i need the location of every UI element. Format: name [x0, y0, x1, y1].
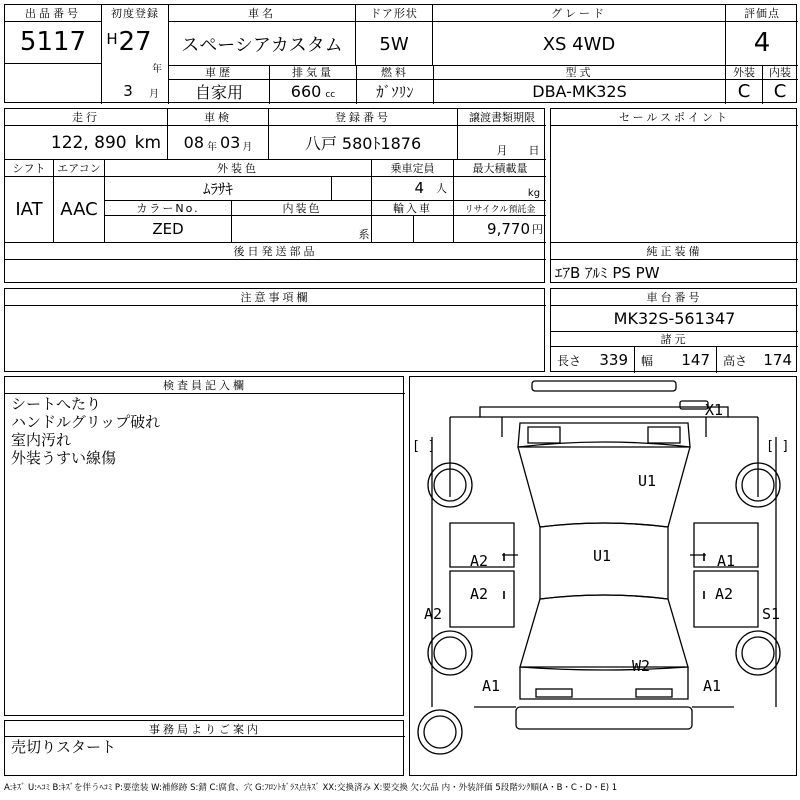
recycle-unit: 円: [532, 223, 543, 236]
car-outline: [410, 377, 798, 777]
damage-mark-a2-left-rear-door: A2: [470, 585, 489, 603]
displacement-header: 排気量: [292, 66, 334, 79]
damage-mark-a1-bottom-left: A1: [482, 677, 501, 695]
later-parts-header: 後日発送部品: [233, 245, 318, 258]
inspection-month: 03: [220, 133, 241, 152]
history-header: 車歴: [205, 66, 233, 79]
color-number-header: カラーNo.: [136, 202, 200, 215]
damage-diagram: [409, 376, 797, 776]
recycle-value: 9,770: [487, 220, 530, 238]
grade: XS 4WD: [542, 33, 616, 55]
height-label: 高さ: [723, 353, 748, 368]
registration-number-header: 登録番号: [335, 111, 391, 124]
color-number: ZED: [152, 220, 184, 238]
score-header: 評価点: [744, 7, 780, 20]
dimensions-header: 諸元: [660, 333, 689, 346]
length-value: 339: [599, 351, 628, 369]
inspection-header: 車検: [204, 111, 232, 124]
fuel-header: 燃料: [381, 66, 409, 79]
damage-mark-a2-left-side: A2: [424, 605, 443, 623]
capacity-header: 乗車定員: [390, 162, 435, 175]
length-label: 長さ: [557, 353, 582, 368]
bracket-left: [ ]: [412, 439, 436, 454]
damage-mark-a1-bottom-right: A1: [703, 677, 722, 695]
office-note: 売切りスタート: [11, 738, 117, 756]
ext-color-header: 外装色: [217, 162, 259, 175]
mileage: [5, 126, 167, 159]
shift-header: シフト: [12, 162, 46, 175]
equipment: ｴｱB ｱﾙﾐ PS PW: [555, 263, 660, 282]
length: [551, 347, 634, 373]
era: H: [106, 30, 118, 48]
model-code: DBA-MK32S: [532, 82, 627, 101]
inspector-note: 外装うすい線傷: [11, 449, 117, 467]
inspector-notes: [11, 395, 160, 467]
equipment-header: 純正装備: [646, 245, 703, 258]
interior-grade: C: [773, 81, 787, 102]
sales-point-block: [550, 108, 797, 283]
damage-mark-s1-right-side: S1: [762, 605, 781, 623]
int-color-header: 内装色: [282, 202, 322, 215]
recycle-deposit: [454, 216, 546, 242]
caution-block: [4, 288, 545, 372]
air-conditioner: AAC: [60, 198, 98, 220]
ac-header: エアコン: [57, 162, 101, 175]
ext-color: ﾑﾗｻｷ: [202, 179, 233, 198]
inspection-year: 08: [183, 133, 204, 152]
displacement-value: 660: [290, 82, 322, 101]
height: [717, 347, 798, 373]
damage-mark-a2-right-rear-door: A2: [715, 585, 734, 603]
car-name: スペーシアカスタム: [181, 35, 343, 56]
damage-mark-x1: X1: [705, 401, 724, 419]
inspector-note: シートへたり: [11, 395, 102, 413]
registration-number: 八戸 580ﾄ1876: [304, 134, 422, 153]
width: [635, 347, 716, 373]
capacity-unit: 人: [436, 182, 447, 195]
exterior-grade: C: [737, 81, 751, 102]
import-header: 輸入車: [393, 202, 432, 215]
lot-number-header: 出品番号: [25, 7, 81, 20]
fuel: ｶﾞｿﾘﾝ: [376, 83, 414, 101]
transfer-month-unit: 月: [496, 144, 508, 157]
month-unit: 月: [149, 88, 159, 100]
max-load-header: 最大積載量: [472, 162, 528, 175]
reg-month: 3: [123, 82, 133, 100]
mileage-value: 122, 890: [50, 132, 127, 153]
door-header: ドア形状: [370, 7, 418, 20]
door-type: 5W: [379, 33, 409, 55]
history: 自家用: [194, 83, 243, 102]
transfer-deadline-header: 譲渡書類期限: [469, 111, 535, 124]
reg-year: 27: [118, 27, 152, 57]
inspector-note: 室内汚れ: [11, 431, 72, 449]
year-unit: 年: [152, 63, 162, 75]
inspector-note: ハンドルグリップ破れ: [11, 413, 161, 431]
inspection-date: [168, 126, 268, 159]
bracket-right: [ ]: [766, 439, 790, 454]
damage-mark-u1-center: U1: [593, 547, 612, 565]
capacity: [372, 176, 453, 200]
first-registration-header: 初度登録: [111, 7, 159, 20]
width-value: 147: [681, 351, 710, 369]
mileage-header: 走行: [72, 111, 100, 124]
inspection-month-unit: 月: [242, 142, 253, 153]
height-value: 174: [763, 351, 792, 369]
damage-mark-u1-roof: U1: [638, 472, 657, 490]
inspection-year-unit: 年: [207, 142, 217, 153]
transfer-day-unit: 日: [528, 144, 540, 157]
inspector-header: 検査員記入欄: [163, 379, 247, 392]
top-info-block: [4, 4, 797, 103]
chassis-block: [550, 288, 797, 372]
sales-point-header: セールスポイント: [618, 111, 730, 124]
chassis-header: 車台番号: [646, 291, 703, 304]
int-color-unit: 系: [358, 228, 370, 241]
damage-mark-a2-left-front-door: A2: [470, 552, 489, 570]
displacement: [270, 79, 356, 104]
capacity-value: 4: [414, 179, 424, 197]
grade-header: グレード: [551, 7, 607, 20]
max-load-unit: kg: [527, 187, 541, 199]
width-label: 幅: [641, 353, 654, 368]
chassis-number: MK32S-561347: [613, 308, 736, 328]
damage-mark-w2: W2: [632, 657, 651, 675]
legend: A:ｷｽﾞ U:ﾍｺﾐ B:ｷｽﾞを伴うﾍｺﾐ P:要塗装 W:補修跡 S:錆 C:腐食、穴 G:ﾌﾛﾝﾄｶﾞﾗｽ点ｷｽﾞ XX:交換済み X:要交換 欠:欠品 内・外装評価 5段階ﾗﾝｸ順(A・B・C・D・E) 1: [4, 783, 618, 793]
score: 4: [753, 28, 771, 58]
damage-mark-a1-right-front-door: A1: [717, 552, 736, 570]
inspector-block: [4, 376, 404, 716]
office-header: 事務局よりご案内: [149, 722, 261, 736]
mileage-unit: km: [134, 132, 161, 153]
exterior-header: 外装: [733, 66, 755, 79]
caution-header: 注意事項欄: [240, 291, 311, 304]
vehicle-details-block: [4, 108, 545, 283]
lot-number: 5117: [19, 27, 87, 57]
displacement-unit: cc: [325, 89, 336, 100]
model-header: 型式: [565, 66, 594, 79]
interior-header: 内装: [769, 66, 791, 79]
car-name-header: 車名: [248, 7, 276, 20]
office-block: [4, 720, 404, 776]
shift: IAT: [15, 198, 43, 220]
recycle-header: リサイクル預託金: [464, 204, 536, 215]
